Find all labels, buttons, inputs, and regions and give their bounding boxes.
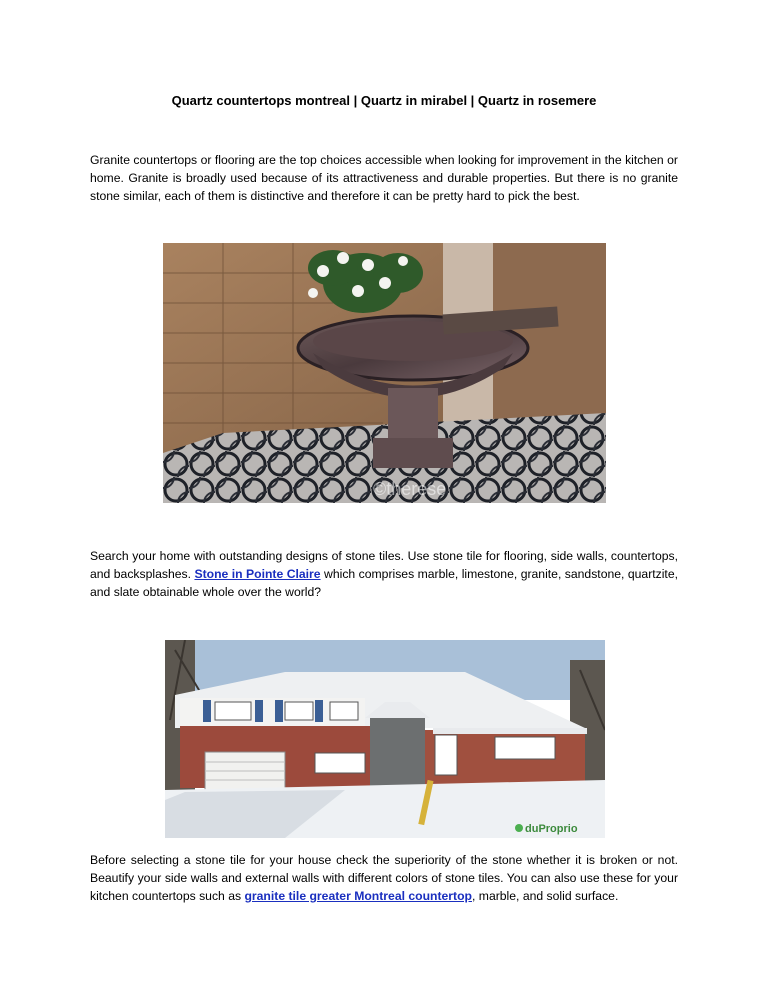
house-photo <box>165 640 605 838</box>
paragraph-text: which comprises marble, limestone, granite, sandstone, quartzite, and slate obtainable whole over the world? <box>90 567 678 599</box>
stone-basin-photo <box>163 243 606 503</box>
paragraph-text: , marble, and solid surface. <box>472 889 619 903</box>
photo-watermark: duProprio <box>525 823 578 835</box>
paragraph-granite: Granite countertops or flooring are the top choices accessible when looking for improvement in the kitchen or home. Granite is broadly used because of its attractiveness and durable properties. But there is no granite stone similar, each of them is distinctive and therefore it can be pretty hard to pick the best. <box>90 153 678 203</box>
duproprio-logo-icon <box>515 824 523 832</box>
paragraph-text: Search your home with outstanding designs of stone tiles. Use stone tile for flooring, side walls, countertops, and backsplashes. <box>90 549 678 581</box>
granite-tile-montreal-link[interactable]: granite tile greater Montreal countertop <box>244 889 473 903</box>
stone-pointe-claire-link[interactable]: Stone in Pointe Claire <box>194 567 321 581</box>
photo-watermark: ©therese <box>373 479 447 499</box>
paragraph-selecting-stone <box>90 851 678 905</box>
document-title: Quartz countertops montreal | Quartz in mirabel | Quartz in rosemere <box>171 93 597 108</box>
paragraph-stone-tiles <box>90 547 678 601</box>
paragraph-text: Before selecting a stone tile for your house check the superiority of the stone whether it is broken or not. Beautify your side walls and external walls with different colors of stone tiles. You can also use these for your kitchen countertops such as <box>90 853 678 903</box>
